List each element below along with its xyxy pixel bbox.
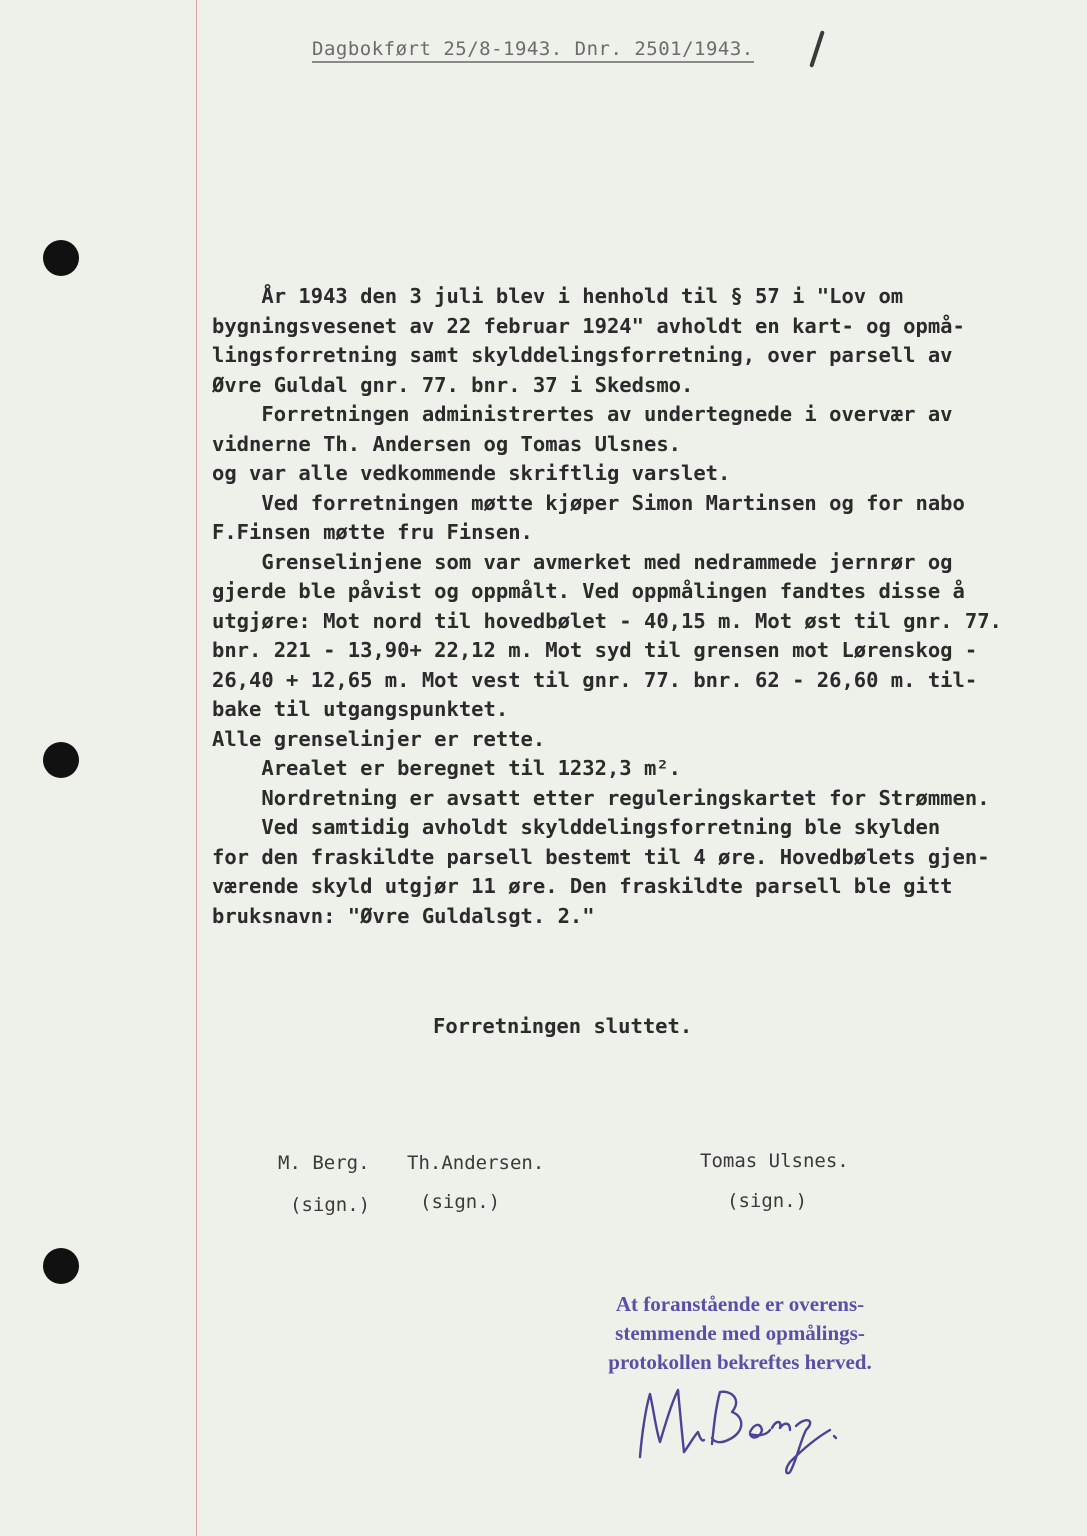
margin-line xyxy=(196,0,197,1536)
body-line: og var alle vedkommende skriftlig varslet. xyxy=(212,461,731,485)
body-line: Alle grenselinjer er rette. xyxy=(212,726,546,751)
body-line: vidnerne Th. Andersen og Tomas Ulsnes. xyxy=(212,431,681,456)
body-line: Grenselinjene som var avmerket med nedrammede jernrør og xyxy=(212,549,953,574)
body-line: bake til utgangspunktet. xyxy=(212,697,509,721)
body-line: 26,40 + 12,65 m. Mot vest til gnr. 77. bnr. 62 - 26,60 m. til- xyxy=(212,667,978,692)
body-line: for den fraskildte parsell bestemt til 4 øre. Hovedbølets gjen- xyxy=(212,844,990,869)
body-line: Øvre Guldal gnr. 77. bnr. 37 i Skedsmo. xyxy=(212,372,694,397)
body-line: År 1943 den 3 juli blev i henhold til § 57 i "Lov om xyxy=(212,284,904,308)
closing-statement: Forretningen sluttet. xyxy=(433,1014,693,1038)
certification-line: protokollen bekreftes herved. xyxy=(608,1350,872,1374)
body-line: bruksnavn: "Øvre Guldalsgt. 2." xyxy=(212,903,595,928)
body-line: bygningsvesenet av 22 februar 1924" avholdt en kart- og opmå- xyxy=(212,313,965,338)
punch-hole xyxy=(43,742,79,778)
check-mark-icon xyxy=(809,30,825,67)
body-line: lingsforretning samt skylddelingsforretning, over parsell av xyxy=(212,343,953,367)
certification-line: stemmende med opmålings- xyxy=(615,1321,865,1345)
body-line: Arealet er beregnet til 1232,3 m². xyxy=(212,756,681,780)
certification-stamp xyxy=(540,1290,940,1377)
punch-hole xyxy=(43,240,79,276)
sign-label: (sign.) xyxy=(420,1191,501,1213)
body-line: utgjøre: Mot nord til hovedbølet - 40,15 m. Mot øst til gnr. 77. xyxy=(212,608,1002,633)
body-line: Nordretning er avsatt etter reguleringskartet for Strømmen. xyxy=(212,785,990,810)
signatory-name: Tomas Ulsnes. xyxy=(700,1150,849,1172)
sign-label: (sign.) xyxy=(727,1190,808,1212)
signatory-name: Th.Andersen. xyxy=(407,1152,545,1174)
signatory-name: M. Berg. xyxy=(278,1152,370,1174)
body-line: Ved samtidig avholdt skylddelingsforretning ble skylden xyxy=(212,815,941,839)
certification-line: At foranstående er overens- xyxy=(615,1292,865,1316)
document-body xyxy=(212,282,1047,931)
body-line: Forretningen administrertes av undertegnede i overvær av xyxy=(212,402,953,426)
body-line: værende skyld utgjør 11 øre. Den fraskildte parsell ble gitt xyxy=(212,874,953,898)
handwritten-signature xyxy=(620,1372,940,1482)
sign-label: (sign.) xyxy=(290,1194,371,1216)
body-line: F.Finsen møtte fru Finsen. xyxy=(212,520,533,544)
body-line: gjerde ble påvist og oppmålt. Ved oppmålingen fandtes disse å xyxy=(212,579,965,603)
body-line: bnr. 221 - 13,90+ 22,12 m. Mot syd til grensen mot Lørenskog - xyxy=(212,638,978,662)
punch-hole xyxy=(43,1248,79,1284)
registration-header: Dagbokført 25/8-1943. Dnr. 2501/1943. xyxy=(312,38,754,63)
body-line: Ved forretningen møtte kjøper Simon Martinsen og for nabo xyxy=(212,490,965,515)
